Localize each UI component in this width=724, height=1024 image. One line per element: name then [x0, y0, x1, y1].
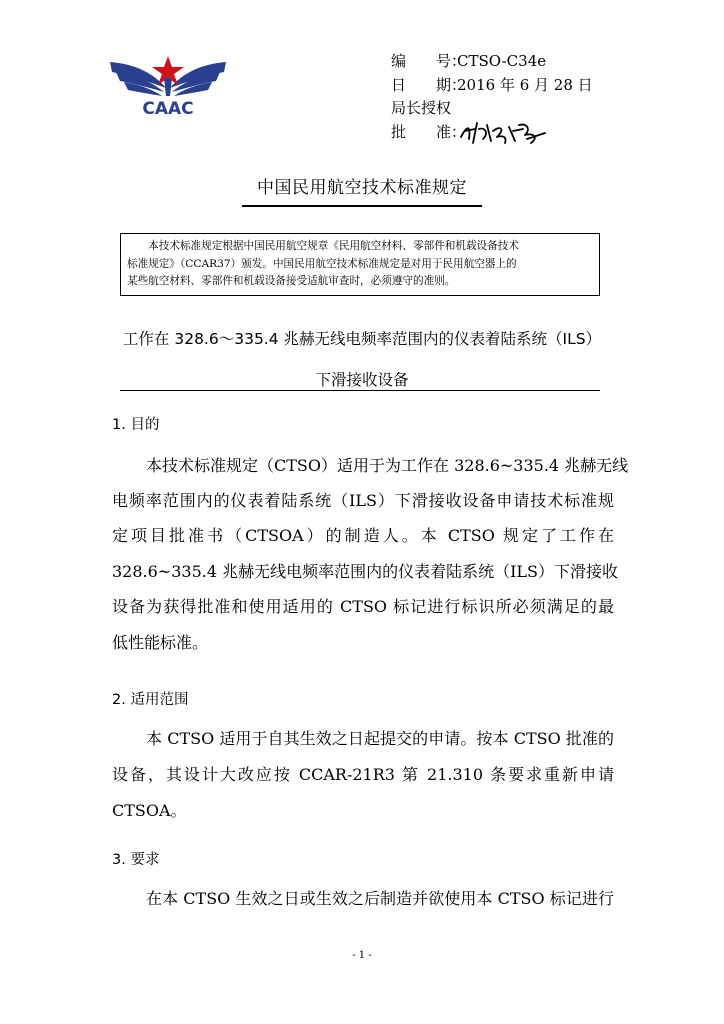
title-divider — [242, 205, 482, 207]
meta-authorization-row — [391, 97, 593, 121]
meta-approval-label: 批 准： — [391, 122, 467, 141]
body-line: 本技术标准规定（CTSO）适用于为工作在 328.6~335.4 兆赫无线 — [146, 456, 629, 475]
meta-date-value: 2016 年 6 月 28 日 — [457, 75, 593, 94]
notice-line: 标准规定》（CCAR37）颁发。中国民用航空技术标准规定是对用于民用航空器上的 — [127, 257, 517, 270]
meta-date-row — [391, 74, 593, 98]
body-line: 设备为获得批准和使用适用的 CTSO 标记进行标识所必须满足的最 — [112, 597, 614, 616]
body-line: 在本 CTSO 生效之日或生效之后制造并欲使用本 CTSO 标记进行 — [146, 889, 614, 908]
body-line: 低性能标准。 — [112, 633, 209, 652]
page-title: 中国民用航空技术标准规定 — [257, 178, 467, 198]
body-line: 电频率范围内的仪表着陆系统（ILS）下滑接收设备申请技术标准规 — [112, 491, 614, 510]
document-title-line2: 下滑接收设备 — [315, 371, 409, 389]
section-heading-purpose: 1. 目的 — [112, 417, 160, 433]
body-line: 定项目批准书（CTSOA）的制造人。本 CTSO 规定了工作在 — [112, 526, 614, 545]
notice-box — [120, 233, 600, 296]
document-meta — [391, 50, 593, 144]
meta-number-label: 编 号： — [391, 52, 467, 70]
notice-line: 本技术标准规定根据中国民用航空规章《民用航空材料、零部件和机载设备技术 — [127, 240, 519, 252]
body-line: 本 CTSO 适用于自其生效之日起提交的申请。按本 CTSO 批准的 — [146, 729, 614, 748]
section-heading-scope: 2. 适用范围 — [112, 692, 189, 708]
document-title-divider — [120, 390, 600, 391]
body-line: CTSOA。 — [112, 801, 187, 820]
logo-text: CAAC — [142, 99, 194, 119]
meta-number-value: CTSO-C34e — [457, 52, 547, 70]
meta-authorization-label: 局长授权 — [391, 99, 452, 117]
meta-approval-row — [391, 121, 593, 145]
body-line: 设备，其设计大改应按 CCAR-21R3 第 21.310 条要求重新申请 — [112, 765, 614, 784]
caac-logo — [106, 52, 230, 122]
document-title-line1: 工作在 328.6～335.4 兆赫无线电频率范围内的仪表着陆系统（ILS） — [122, 330, 602, 348]
body-line: 328.6~335.4 兆赫无线电频率范围内的仪表着陆系统（ILS）下滑接收 — [112, 562, 619, 581]
meta-date-label: 日 期： — [391, 75, 467, 94]
meta-number-row — [391, 50, 593, 74]
section-heading-requirements: 3. 要求 — [112, 852, 160, 868]
page-number: - 1 - — [352, 950, 372, 961]
caac-emblem-icon — [106, 52, 230, 122]
signature-icon — [457, 119, 549, 145]
notice-line: 某些航空材料、零部件和机载设备接受适航审查时，必须遵守的准则。 — [127, 275, 456, 287]
